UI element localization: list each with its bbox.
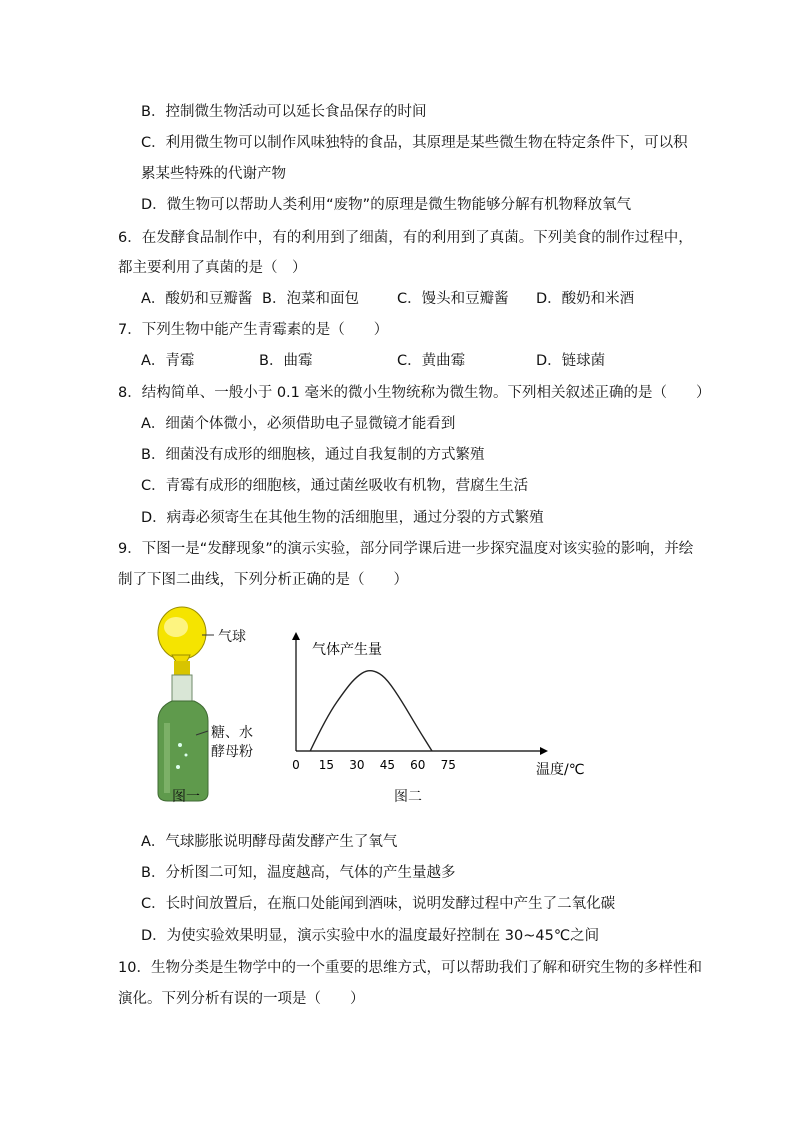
- figure-1-caption: 图一: [172, 789, 200, 805]
- question-10-cont: 演化。下列分析有误的一项是（ ）: [118, 991, 365, 1007]
- q6-option-b: B．泡菜和面包: [262, 291, 359, 307]
- x-tick-label: 45: [379, 758, 395, 772]
- q7-option-c: C．黄曲霉: [397, 353, 466, 369]
- q6-option-c: C．馒头和豆瓣酱: [397, 291, 509, 307]
- x-tick-label: 0: [292, 758, 300, 772]
- q8-option-a: A．细菌个体微小，必须借助电子显微镜才能看到: [141, 416, 456, 432]
- question-9-cont: 制了下图二曲线，下列分析正确的是（ ）: [118, 572, 408, 588]
- x-tick-label: 60: [410, 758, 426, 772]
- q6-option-a: A．酸奶和豆瓣酱: [141, 291, 253, 307]
- q8-option-d: D．病毒必须寄生在其他生物的活细胞里，通过分裂的方式繁殖: [141, 510, 544, 526]
- q6-option-d: D．酸奶和米酒: [536, 291, 635, 307]
- fermentation-bottle-illustration: [150, 605, 280, 805]
- gas-production-chart: [282, 630, 585, 780]
- y-axis-arrow: [292, 632, 300, 640]
- bottle-neck: [172, 675, 192, 701]
- content-label-sugar-water: 糖、水: [211, 725, 253, 741]
- q9-option-d: D．为使实验效果明显，演示实验中水的温度最好控制在 30~45℃之间: [141, 928, 600, 944]
- question-8: 8．结构简单、一般小于 0.1 毫米的微小生物统称为微生物。下列相关叙述正确的是（ ）: [118, 385, 711, 401]
- x-axis-arrow: [540, 747, 548, 755]
- gas-production-curve: [310, 671, 432, 751]
- x-tick-label: 75: [440, 758, 456, 772]
- x-axis-label: 温度/℃: [536, 762, 585, 778]
- question-7: 7．下列生物中能产生青霉素的是（ ）: [118, 322, 389, 338]
- figure-1: [150, 605, 280, 805]
- q9-option-a: A．气球膨胀说明酵母菌发酵产生了氧气: [141, 834, 398, 850]
- q9-option-b: B．分析图二可知，温度越高，气体的产生量越多: [141, 865, 456, 881]
- q7-option-d: D．链球菌: [536, 353, 606, 369]
- question-6-cont: 都主要利用了真菌的是（ ）: [118, 260, 307, 276]
- content-label-yeast: 酵母粉: [211, 744, 253, 760]
- q9-option-c: C．长时间放置后，在瓶口处能闻到酒味，说明发酵过程中产生了二氧化碳: [141, 896, 616, 912]
- question-9: 9．下图一是“发酵现象”的演示实验，部分同学课后进一步探究温度对该实验的影响，并绘: [118, 541, 694, 557]
- q5-option-d: D．微生物可以帮助人类利用“废物”的原理是微生物能够分解有机物释放氧气: [141, 197, 632, 213]
- x-tick-label: 30: [349, 758, 365, 772]
- q7-option-b: B．曲霉: [259, 353, 313, 369]
- q5-option-c: C．利用微生物可以制作风味独特的食品，其原理是某些微生物在特定条件下，可以积: [141, 135, 688, 151]
- q8-option-b: B．细菌没有成形的细胞核，通过自我复制的方式繁殖: [141, 447, 485, 463]
- q7-option-a: A．青霉: [141, 353, 195, 369]
- figure-2-caption: 图二: [394, 789, 422, 805]
- question-6: 6．在发酵食品制作中，有的利用到了细菌，有的利用到了真菌。下列美食的制作过程中，: [118, 230, 693, 246]
- x-tick-label: 15: [318, 758, 335, 772]
- q8-option-c: C．青霉有成形的细胞核，通过菌丝吸收有机物，营腐生生活: [141, 478, 529, 494]
- y-axis-label: 气体产生量: [312, 642, 382, 658]
- q5-option-c-cont: 累某些特殊的代谢产物: [141, 166, 286, 182]
- question-10: 10．生物分类是生物学中的一个重要的思维方式，可以帮助我们了解和研究生物的多样性和: [118, 960, 702, 976]
- q5-option-b: B．控制微生物活动可以延长食品保存的时间: [141, 104, 427, 120]
- balloon-label: 气球: [218, 629, 246, 645]
